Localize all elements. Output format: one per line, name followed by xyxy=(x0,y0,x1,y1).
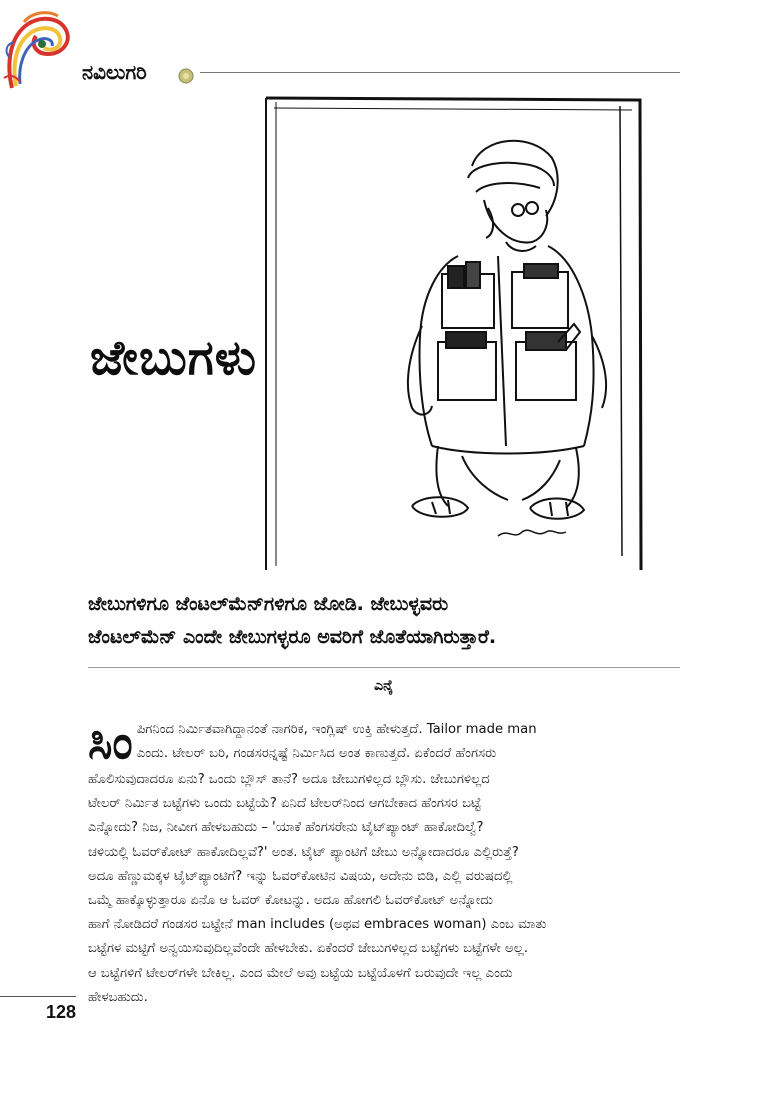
cartoon-illustration xyxy=(262,96,644,572)
article-author: ಎನ್ಕೆ xyxy=(374,678,393,694)
body-line: ಟೇಲರ್ ನಿರ್ಮಿತ ಬಟ್ಟೆಗಳು ಒಂದು ಬಟ್ಟೆಯೆ? ಏನಿದೆ ಟೇಲರ್‌ನಿಂದ ಆಗಬೇಕಾದ ಹೆಂಗಸರ ಬಟ್ಟೆ xyxy=(88,796,482,812)
body-line: ಹಾಗೆ ನೋಡಿದರೆ ಗಂಡಸರ ಬಟ್ಟೇನೆ man includes (ಅಥವ embraces woman) ಎಂಬ ಮಾತು xyxy=(88,917,547,933)
lead-line: ಜೇಬುಗಳಿಗೂ ಜೆಂಟಲ್‌ಮೆನ್‌ಗಳಿಗೂ ಜೋಡಿ. ಜೇಬುಳ್ಳವರು xyxy=(88,593,449,615)
page-number-rule xyxy=(0,996,76,997)
drop-cap: ಸಿಂ xyxy=(88,715,133,769)
body-line: ಹೇಳಬಹುದು. xyxy=(88,989,148,1005)
body-line: ಬಟ್ಟೆಗಳ ಮಟ್ಟಿಗೆ ಅನ್ವಯಿಸುವುದಿಲ್ಲವೆಂದೇ ಹೇಳಬೇಕು. ಏಕೆಂದರೆ ಜೇಬುಗಳಿಲ್ಲದ ಬಟ್ಟೆಗಳು ಬಟ್ಟೆಗಳೇ ಅಲ್ಲ. xyxy=(88,941,529,957)
peacock-feather-logo-icon xyxy=(2,8,80,92)
page-number: 128 xyxy=(46,1002,77,1022)
body-line: ಎನ್ನೋದು? ನಿಜ, ನೀವೀಗ ಹೇಳಬಹುದು – 'ಯಾಕೆ ಹೆಂಗಸರೇನು ಟೈಟ್‌ಪ್ಯಾಂಟ್ ಹಾಕೋದಿಲ್ವೆ? xyxy=(88,820,484,836)
body-line: ಹೊಲಿಸುವುದಾದರೂ ಏನು? ಒಂದು ಬ್ಲೌಸ್ ತಾನೆ? ಅದೂ ಜೇಬುಗಳಿಲ್ಲದ ಬ್ಲೌಸು. ಜೇಬುಗಳಿಲ್ಲದ xyxy=(88,772,490,787)
body-line: ಎಂದು. ಟೇಲರ್ ಬರಿ, ಗಂಡಸರನ್ನಷ್ಟೆ ನಿರ್ಮಿಸಿದ ಅಂತ ಕಾಣುತ್ತದೆ. ಏಕೆಂದರೆ ಹೆಂಗಸರು xyxy=(136,746,497,762)
bullet-icon xyxy=(178,68,194,84)
cartoon-man-figure xyxy=(408,141,606,519)
article-lead xyxy=(88,588,688,654)
body-line: ಚಳಿಯಲ್ಲಿ ಓವರ್‌ಕೋಟ್ ಹಾಕೋದಿಲ್ಲವೆ?' ಅಂತ. ಟೈಟ್ ಪ್ಯಾಂಟಿಗೆ ಜೇಬು ಅನ್ನೋದಾದರೂ ಎಲ್ಲಿರುತ್ತೆ? xyxy=(88,844,519,860)
magazine-section-title: ನವಿಲುಗರಿ xyxy=(82,60,147,84)
lead-divider xyxy=(88,667,680,668)
body-line: ಒಮ್ಮೆ ಹಾಕ್ಕೊಳ್ಳುತ್ತಾರೂ ಏನೊ ಆ ಓವರ್ ಕೋಟನ್ನು. ಅದೂ ಹೋಗಲಿ ಓವರ್‌ಕೋಟ್ ಅನ್ನೋದು xyxy=(88,893,494,909)
body-line: ಪಿಗನಿಂದ ನಿರ್ಮಿತವಾಗಿದ್ದಾನಂತೆ ನಾಗರಿಕ, ಇಂಗ್ಲಿಷ್ ಉಕ್ತಿ ಹೇಳುತ್ತದೆ. Tailor made man xyxy=(136,722,537,737)
body-line: ಅದೂ ಹೆಣ್ಣುಮಕ್ಕಳ ಟೈಟ್‌ಪ್ಯಾಂಟಿಗೆ? ಇನ್ನು ಓವರ್‌ಕೋಟಿನ ವಿಷಯ, ಅದೇನು ಬಿಡಿ, ಎಲ್ಲಿ ವರುಷದಲ್ಲಿ xyxy=(88,868,513,884)
body-line: ಆ ಬಟ್ಟೆಗಳಿಗೆ ಟೇಲರ್‌ಗಳೇ ಬೇಕಿಲ್ಲ. ಎಂದ ಮೇಲೆ ಅವು ಬಟ್ಟೆಯ ಬಟ್ಟೆಯೊಳಗೆ ಬರುವುದೇ ಇಲ್ಲ ಎಂದು xyxy=(88,965,513,981)
artist-signature xyxy=(498,530,566,536)
article-title: ಜೇಬುಗಳು xyxy=(90,330,263,387)
lead-line: ಜೆಂಟಲ್‌ಮೆನ್ ಎಂದೇ ಜೇಬುಗಳ್ಳರೂ ಅವರಿಗೆ ಜೊತೆಯಾಗಿರುತ್ತಾರೆ. xyxy=(88,626,497,648)
header-rule xyxy=(200,72,680,73)
article-body xyxy=(88,715,684,1010)
